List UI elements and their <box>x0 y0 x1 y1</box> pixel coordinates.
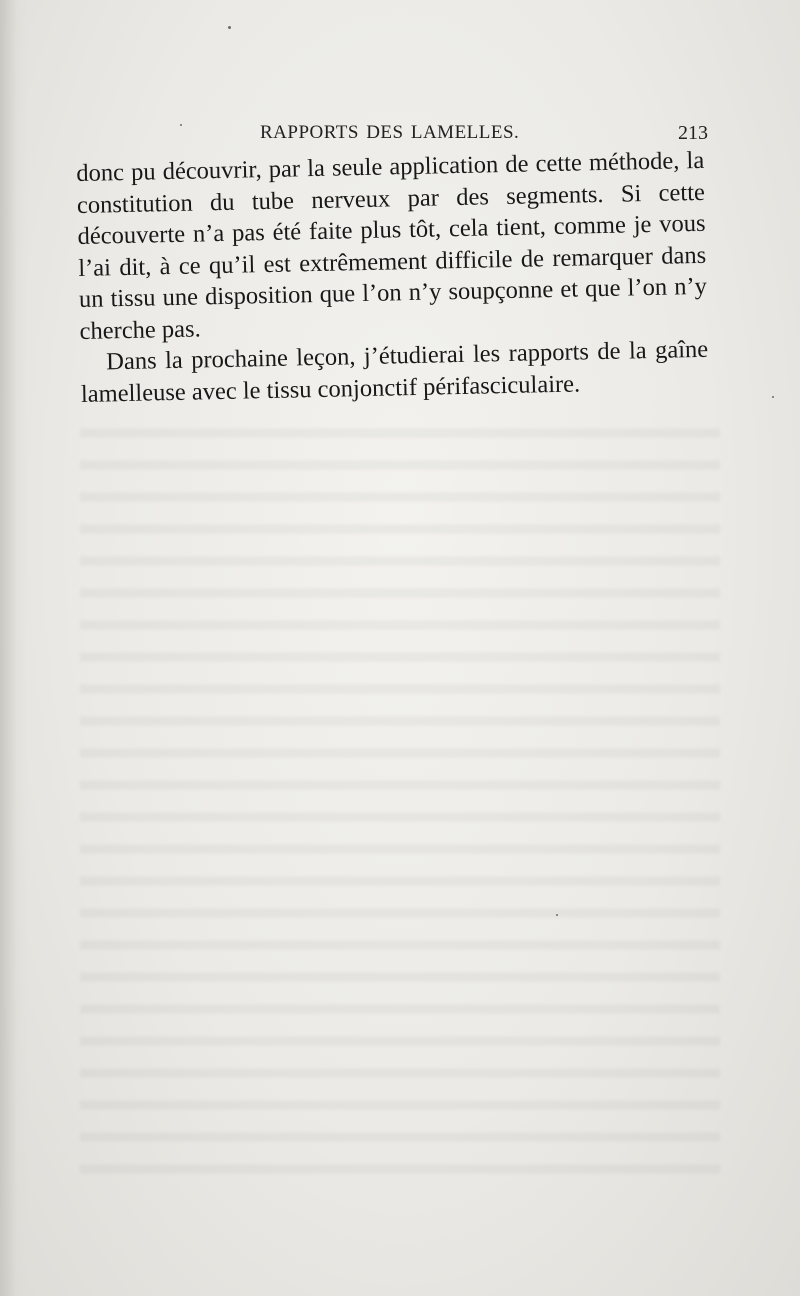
paper-speck <box>772 396 774 398</box>
bleed-through-texture <box>80 410 720 1190</box>
page-number: 213 <box>678 122 708 144</box>
paper-speck <box>556 914 558 916</box>
body-text <box>76 145 709 410</box>
page-header <box>78 118 708 148</box>
paragraph: Dans la prochaine leçon, j’étudierai les rapports de la gaîne lamelleuse avec le tissu conjonctif périfasciculaire. <box>80 335 709 408</box>
running-title: RAPPORTS DES LAMELLES. <box>260 122 520 143</box>
binding-gutter-shadow <box>0 0 28 1296</box>
paper-speck <box>228 26 231 29</box>
paragraph: donc pu découvrir, par la seule application de cette méthode, la constitution du tube nerveux par des segments. Si cette découverte n’a pas été faite plus tôt, cela tient, comme je vous l’ai dit, à ce qu’il est extrêmement difficile de remarquer dans un tissu une disposition que l’on n’y soupçonne et que l’on n’y cherche pas. <box>76 146 708 345</box>
